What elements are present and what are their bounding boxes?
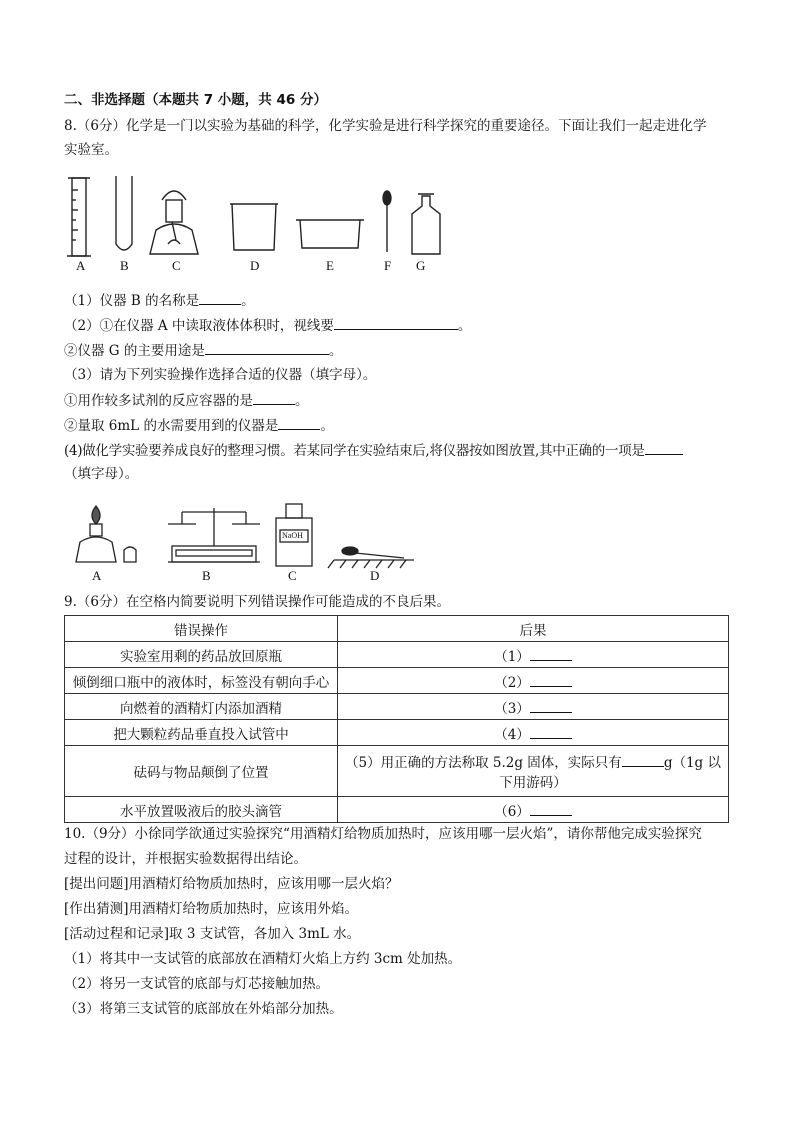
graduated-cylinder-icon (67, 178, 91, 256)
fig1-label-c: C (172, 258, 181, 273)
alcohol-lamp-icon (150, 191, 198, 254)
q8-part7: (4)做化学实验要养成良好的整理习惯。若某同学在实验结束后,将仪器按如图放置,其中正确的一项是 (64, 440, 683, 461)
q10-line6: （1）将其中一支试管的底部放在酒精灯火焰上方约 3cm 处加热。 (64, 951, 462, 967)
q8-part1: （1）仪器 B 的名称是 。 (64, 290, 255, 311)
reagent-bottle-icon (412, 194, 440, 254)
fig1-label-a: A (76, 258, 86, 273)
answer-blank[interactable] (530, 646, 572, 661)
fig1-label-f: F (384, 258, 392, 273)
table-row (65, 668, 729, 694)
answer-blank[interactable] (253, 390, 295, 405)
answer-blank[interactable] (530, 672, 572, 687)
header-operation: 错误操作 (65, 616, 338, 642)
fig1-label-g: G (416, 258, 426, 273)
q8-part8: （填字母）。 (64, 466, 139, 482)
placement-figure (64, 488, 424, 580)
answer-blank[interactable] (645, 440, 683, 455)
table-row (65, 746, 729, 797)
section-title: 二、非选择题（本题共 7 小题，共 46 分） (64, 92, 327, 108)
row-operation: 水平放置吸液后的胶头滴管 (65, 797, 338, 823)
naoh-label: NaOH (282, 531, 303, 540)
q8-part3: ②仪器 G 的主要用途是 。 (64, 340, 342, 361)
dropper-icon (383, 191, 391, 252)
answer-blank[interactable] (205, 340, 329, 355)
row-result: （2） (338, 668, 729, 694)
q10-line3: [提出问题]用酒精灯给物质加热时，应该用哪一层火焰？ (64, 876, 399, 892)
row-operation: 砝码与物品颠倒了位置 (65, 746, 338, 797)
balance-icon (168, 508, 260, 562)
dropper-on-table-icon (328, 547, 414, 568)
answer-blank[interactable] (530, 698, 572, 713)
row-result: （3） (338, 694, 729, 720)
table-row (65, 720, 729, 746)
header-result: 后果 (338, 616, 729, 642)
row-operation: 向燃着的酒精灯内添加酒精 (65, 694, 338, 720)
q9-intro: 9.（6分）在空格内简要说明下列错误操作可能造成的不良后果。 (64, 594, 450, 610)
fig2-label-d: D (370, 568, 380, 583)
row-operation: 实验室用剩的药品放回原瓶 (65, 642, 338, 668)
q8-part4: （3）请为下列实验操作选择合适的仪器（填字母）。 (64, 367, 377, 383)
beaker-icon (230, 204, 278, 250)
answer-blank[interactable] (530, 724, 572, 739)
fig2-label-c: C (288, 568, 297, 583)
answer-blank[interactable] (199, 290, 241, 305)
trough-icon (296, 220, 364, 248)
row-result: （4） (338, 720, 729, 746)
row-result: （1） (338, 642, 729, 668)
fig2-label-a: A (92, 568, 102, 583)
answer-blank[interactable] (278, 415, 320, 430)
q10-line2: 过程的设计，并根据实验数据得出结论。 (64, 851, 307, 867)
q10-line5: [活动过程和记录]取 3 支试管，各加入 3mL 水。 (64, 926, 361, 942)
fig1-label-b: B (120, 258, 129, 273)
row-operation: 把大颗粒药品垂直投入试管中 (65, 720, 338, 746)
answer-blank[interactable] (334, 315, 458, 330)
row-result: （6） (338, 797, 729, 823)
q8-part6: ②量取 6mL 的水需要用到的仪器是 。 (64, 415, 334, 436)
table-row (65, 642, 729, 668)
table-header-row (65, 616, 729, 642)
answer-blank[interactable] (622, 752, 664, 767)
test-tube-icon (116, 176, 132, 250)
q10-line7: （2）将另一支试管的底部与灯芯接触加热。 (64, 976, 330, 992)
q8-part2: （2）①在仪器 A 中读取液体体积时，视线要 。 (64, 315, 471, 336)
table-row (65, 797, 729, 823)
q10-line1: 10.（9分）小徐同学欲通过实验探究“用酒精灯给物质加热时，应该用哪一层火焰”，请你帮他完成实验探究 (64, 826, 702, 842)
answer-blank[interactable] (530, 801, 572, 816)
lit-alcohol-lamp-icon (76, 506, 136, 562)
row-operation: 倾倒细口瓶中的液体时，标签没有朝向手心 (65, 668, 338, 694)
fig2-label-b: B (202, 568, 211, 583)
error-consequence-table (64, 615, 729, 823)
fig1-label-e: E (326, 258, 334, 273)
table-row (65, 694, 729, 720)
fig1-label-d: D (250, 258, 260, 273)
q8-intro-line2: 实验室。 (64, 142, 118, 158)
q8-part5: ①用作较多试剂的反应容器的是 。 (64, 390, 309, 411)
q8-intro-line1: 8.（6分）化学是一门以实验为基础的科学，化学实验是进行科学探究的重要途径。下面让我们一起走进化学 (64, 118, 707, 134)
row-result: （5）用正确的方法称取 5.2g 固体，实际只有 g（1g 以 下用游码） (338, 746, 729, 797)
q10-line4: [作出猜测]用酒精灯给物质加热时，应该用外焰。 (64, 901, 359, 917)
q10-line8: （3）将第三支试管的底部放在外焰部分加热。 (64, 1001, 343, 1017)
